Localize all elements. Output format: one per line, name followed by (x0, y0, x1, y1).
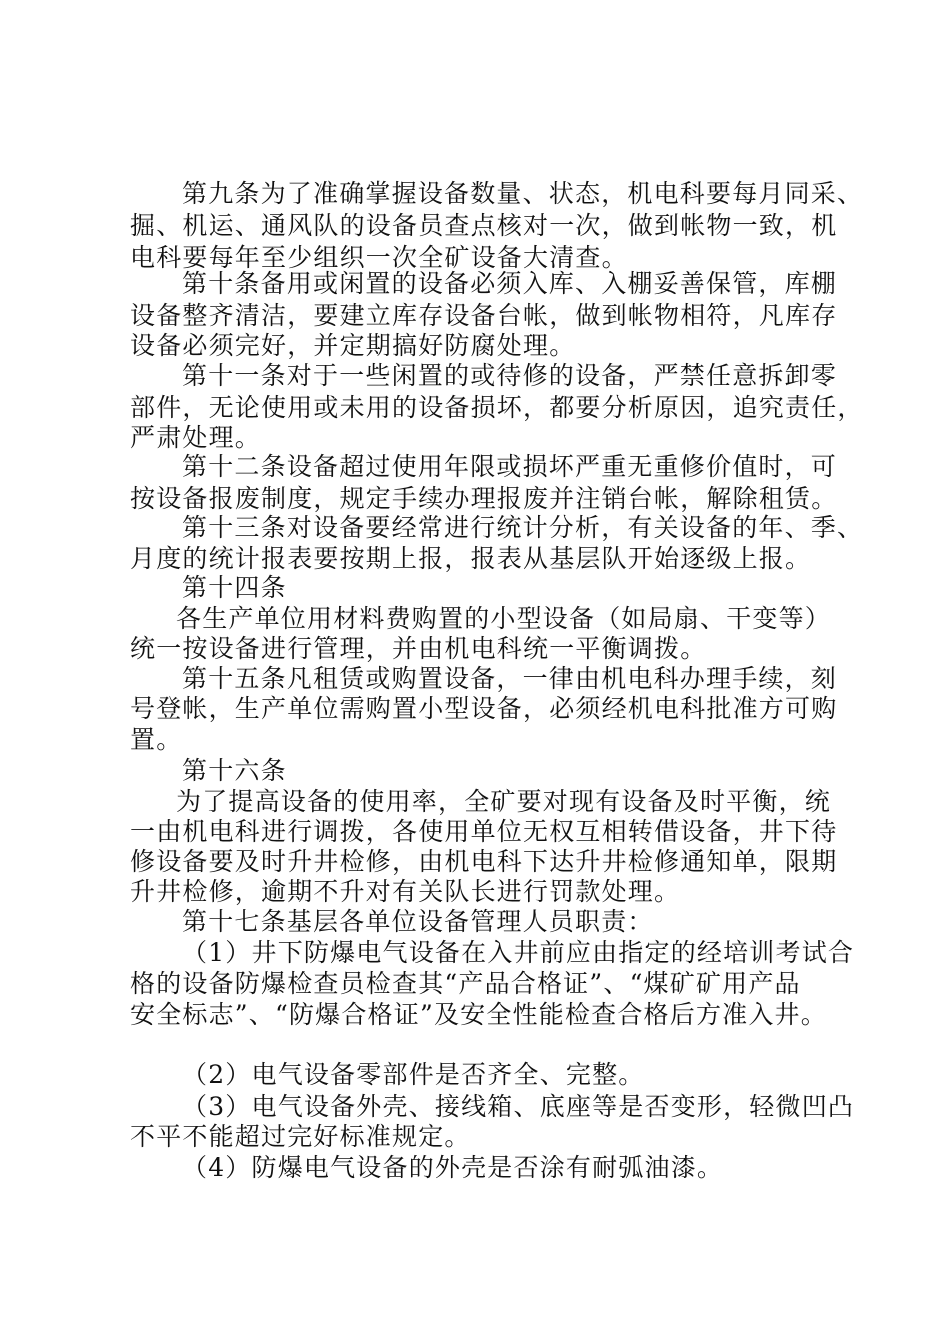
text-line: 部件，无论使用或未用的设备损坏，都要分析原因，追究责任， (130, 393, 864, 422)
text-line: 掘、机运、通风队的设备员查点核对一次，做到帐物一致，机 (130, 211, 838, 240)
text-line: 第十七条基层各单位设备管理人员职责： (182, 907, 654, 936)
text-line: 第十条备用或闲置的设备必须入库、入棚妥善保管，库棚 (182, 269, 838, 298)
text-line: （2）电气设备零部件是否齐全、完整。 (182, 1060, 645, 1089)
text-line: 安全标志”、“防爆合格证”及安全性能检查合格后方准入井。 (130, 1000, 827, 1029)
text-line: 格的设备防爆检查员检查其“产品合格证”、“煤矿矿用产品 (130, 969, 801, 998)
text-line: 设备整齐清洁，要建立库存设备台帐，做到帐物相符，凡库存 (130, 301, 838, 330)
text-line: 各生产单位用材料费购置的小型设备（如局扇、干变等） (176, 604, 832, 633)
text-line: 设备必须完好，并定期搞好防腐处理。 (130, 331, 576, 360)
text-line: （4）防爆电气设备的外壳是否涂有耐弧油漆。 (182, 1153, 724, 1182)
text-line: 不平不能超过完好标准规定。 (130, 1122, 471, 1151)
text-line: 号登帐，生产单位需购置小型设备，必须经机电科批准方可购 (130, 694, 838, 723)
text-line: 为了提高设备的使用率，全矿要对现有设备及时平衡，统 (176, 787, 832, 816)
text-line: 第十六条 (182, 756, 287, 785)
text-line: 统一按设备进行管理，并由机电科统一平衡调拨。 (130, 634, 707, 663)
text-line: 第十三条对设备要经常进行统计分析，有关设备的年、季、 (182, 513, 864, 542)
text-line: 第九条为了准确掌握设备数量、状态，机电科要每月同采、 (182, 179, 864, 208)
text-line: 一由机电科进行调拨，各使用单位无权互相转借设备，井下待 (130, 817, 838, 846)
text-line: 月度的统计报表要按期上报，报表从基层队开始逐级上报。 (130, 544, 812, 573)
text-line: 第十二条设备超过使用年限或损坏严重无重修价值时，可 (182, 452, 838, 481)
text-line: 升井检修，逾期不升对有关队长进行罚款处理。 (130, 877, 681, 906)
text-line: （3）电气设备外壳、接线箱、底座等是否变形，轻微凹凸 (182, 1092, 855, 1121)
text-line: 置。 (130, 725, 183, 754)
text-line: （1）井下防爆电气设备在入井前应由指定的经培训考试合 (182, 938, 855, 967)
text-line: 第十五条凡租赁或购置设备，一律由机电科办理手续，刻 (182, 664, 838, 693)
text-line: 严肃处理。 (130, 423, 262, 452)
text-line: 第十一条对于一些闲置的或待修的设备，严禁任意拆卸零 (182, 361, 838, 390)
text-line: 按设备报废制度，规定手续办理报废并注销台帐，解除租赁。 (130, 484, 838, 513)
text-line: 修设备要及时升井检修，由机电科下达升井检修通知单，限期 (130, 847, 838, 876)
text-line: 第十四条 (182, 573, 287, 602)
text-line: 电科要每年至少组织一次全矿设备大清查。 (130, 243, 628, 272)
